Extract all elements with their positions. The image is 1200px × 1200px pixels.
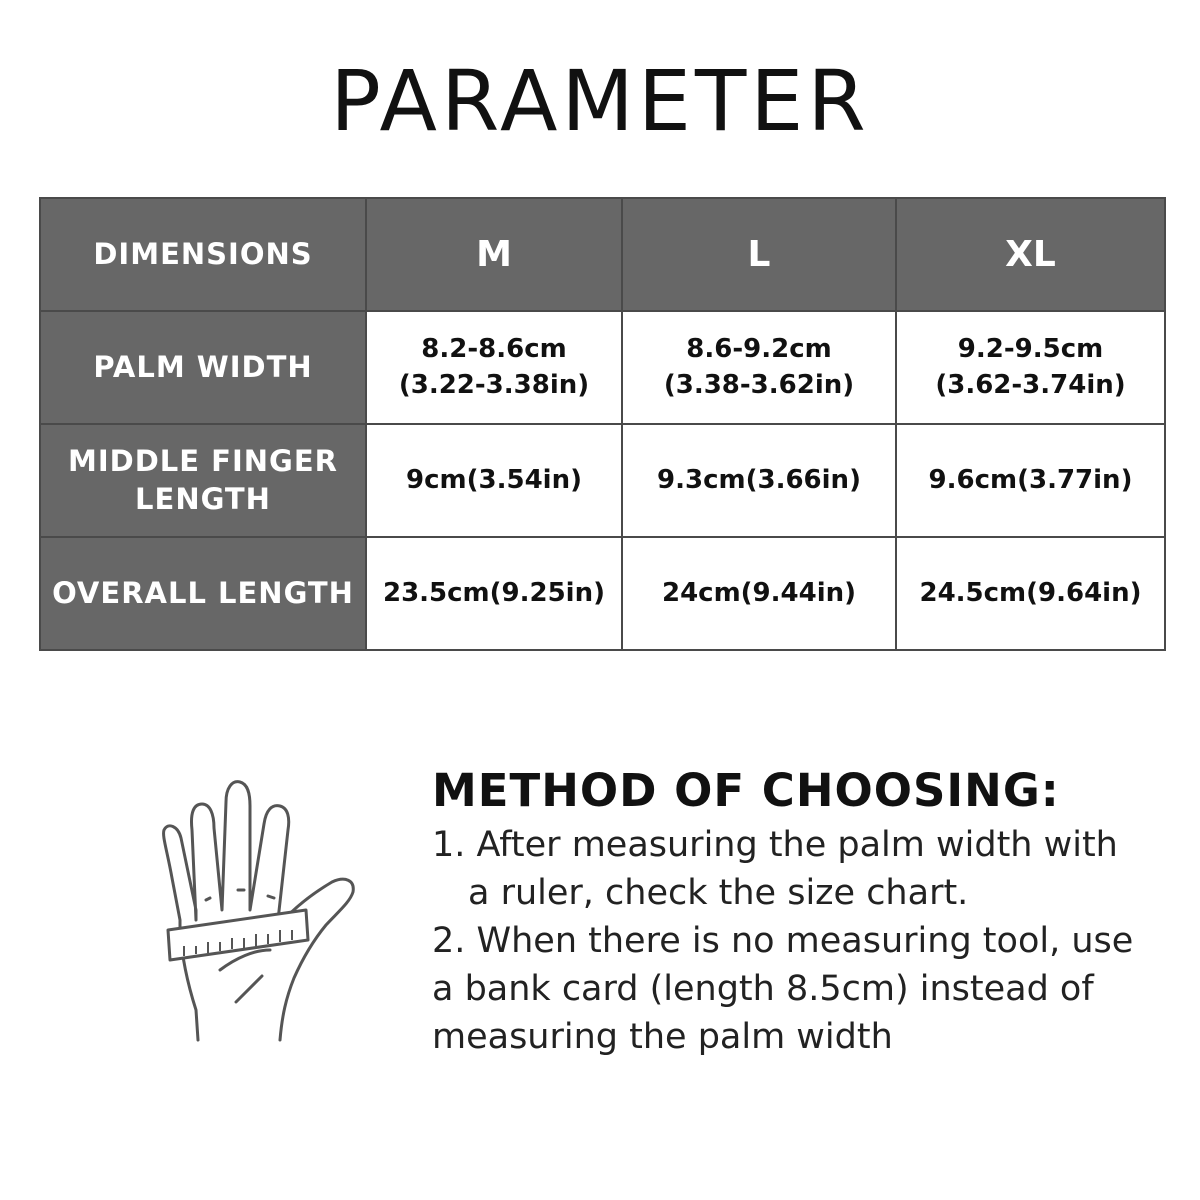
cell-palm-width-l	[622, 311, 896, 424]
cell-middle-finger-m: 9cm(3.54in)	[366, 424, 622, 537]
row-label-palm-width: PALM WIDTH	[40, 311, 366, 424]
size-xl-header: XL	[896, 198, 1165, 311]
row-label-overall-length: OVERALL LENGTH	[40, 537, 366, 650]
cell-value-cm: 8.6-9.2cm	[686, 334, 832, 365]
dimensions-header: DIMENSIONS	[40, 198, 366, 311]
method-of-choosing	[432, 764, 1192, 1061]
size-l-header: L	[622, 198, 896, 311]
cell-value-in: (3.62-3.74in)	[935, 369, 1126, 400]
cell-middle-finger-xl: 9.6cm(3.77in)	[896, 424, 1165, 537]
cell-value-in: (3.22-3.38in)	[398, 369, 590, 400]
step-2-line-1: 2. When there is no measuring tool, use	[432, 921, 1134, 961]
cell-palm-width-xl	[896, 311, 1165, 424]
table-header-row	[40, 198, 1165, 311]
method-heading: METHOD OF CHOOSING:	[432, 764, 1060, 817]
table-row-palm-width	[40, 311, 1165, 424]
cell-overall-length-xl: 24.5cm(9.64in)	[896, 537, 1165, 650]
table-row-middle-finger-length	[40, 424, 1165, 537]
hand-with-ruler-icon	[150, 770, 380, 1050]
step-1-line-1: 1. After measuring the palm width with	[432, 825, 1118, 865]
cell-value-cm: 9.2-9.5cm	[957, 334, 1104, 365]
step-2-line-3: measuring the palm width	[432, 1017, 893, 1057]
cell-middle-finger-l: 9.3cm(3.66in)	[622, 424, 896, 537]
ruler-icon	[168, 910, 308, 960]
size-m-header: M	[366, 198, 622, 311]
cell-value-in: (3.38-3.62in)	[663, 369, 855, 400]
step-1-line-2: a ruler, check the size chart.	[468, 873, 969, 913]
cell-overall-length-m: 23.5cm(9.25in)	[366, 537, 622, 650]
table-row-overall-length	[40, 537, 1165, 650]
size-chart-table	[39, 197, 1166, 651]
cell-overall-length-l: 24cm(9.44in)	[622, 537, 896, 650]
cell-value-cm: 8.2-8.6cm	[421, 334, 567, 365]
step-2-line-2: a bank card (length 8.5cm) instead of	[432, 969, 1094, 1009]
cell-palm-width-m	[366, 311, 622, 424]
page-title: PARAMETER	[330, 52, 870, 150]
row-label-middle-finger-length: MIDDLE FINGER LENGTH	[40, 424, 366, 537]
